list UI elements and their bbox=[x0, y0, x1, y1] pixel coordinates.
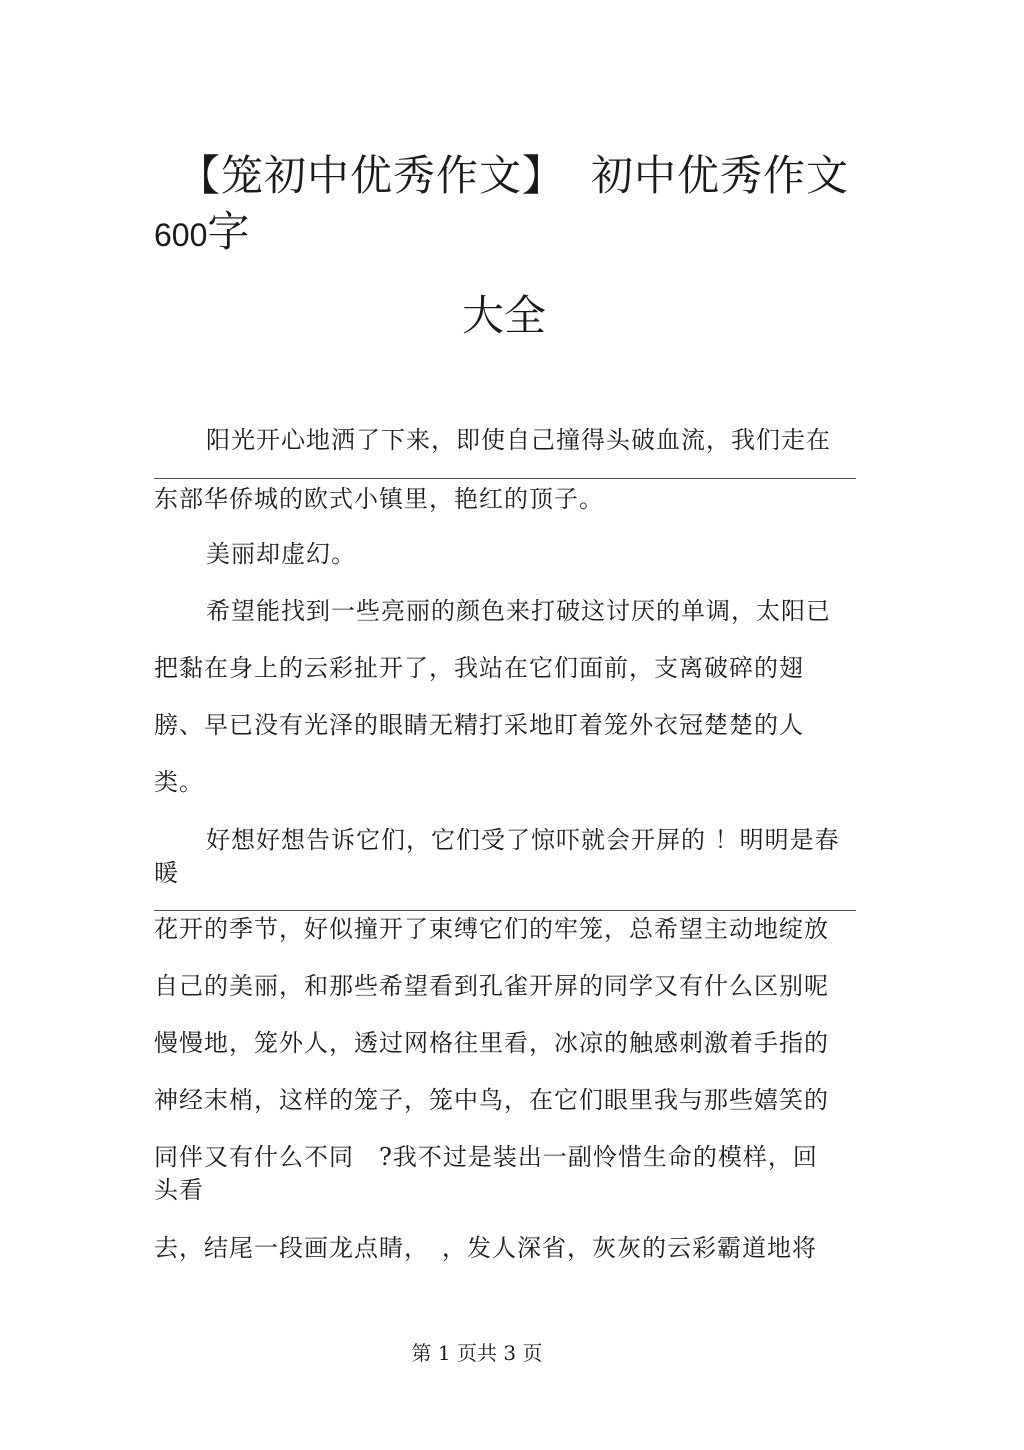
body-line: 类。 bbox=[154, 768, 204, 796]
title-line-3: 大全 bbox=[461, 291, 546, 340]
body-line: 暖 bbox=[154, 859, 179, 887]
underline-rule bbox=[154, 478, 856, 479]
body-line: 把黏在身上的云彩扯开了，我站在它们面前，支离破碎的翅 bbox=[154, 654, 804, 682]
body-line: 同伴又有什么不同 ?我不过是装出一副怜惜生命的模样，回 bbox=[154, 1143, 818, 1171]
body-line: 好想好想告诉它们，它们受了惊吓就会开屏的 ！明明是春 bbox=[206, 826, 840, 854]
body-line: 去，结尾一段画龙点睛， ，发人深省，灰灰的云彩霸道地将 bbox=[154, 1234, 817, 1262]
title-line-1 bbox=[178, 148, 849, 204]
body-line: 头看 bbox=[154, 1176, 204, 1204]
underline-rule bbox=[154, 910, 856, 911]
body-line: 东部华侨城的欧式小镇里，艳红的顶子。 bbox=[154, 485, 604, 513]
body-line: 阳光开心地洒了下来，即使自己撞得头破血流，我们走在 bbox=[206, 426, 831, 454]
title-line-2 bbox=[154, 206, 249, 261]
body-line: 膀、早已没有光泽的眼睛无精打采地盯着笼外衣冠楚楚的人 bbox=[154, 711, 804, 739]
title-main-text: 初中优秀作文 bbox=[591, 151, 850, 200]
body-line: 神经末梢，这样的笼子，笼中鸟，在它们眼里我与那些嬉笑的 bbox=[154, 1086, 829, 1114]
body-line: 美丽却虚幻。 bbox=[206, 540, 356, 568]
body-line: 希望能找到一些亮丽的颜色来打破这讨厌的单调，太阳已 bbox=[206, 597, 831, 625]
body-line: 自己的美丽，和那些希望看到孔雀开屏的同学又有什么区别呢 bbox=[154, 972, 829, 1000]
title-number: 600 bbox=[154, 217, 208, 253]
title-bracket-text: 【笼初中优秀作文】 bbox=[178, 151, 566, 200]
page-number: 第 1 页共 3 页 bbox=[411, 1341, 543, 1365]
body-line: 慢慢地，笼外人，透过网格往里看，冰凉的触感刺激着手指的 bbox=[154, 1029, 829, 1057]
body-line: 花开的季节，好似撞开了束缚它们的牢笼，总希望主动地绽放 bbox=[154, 915, 829, 943]
title-char: 字 bbox=[207, 207, 250, 256]
